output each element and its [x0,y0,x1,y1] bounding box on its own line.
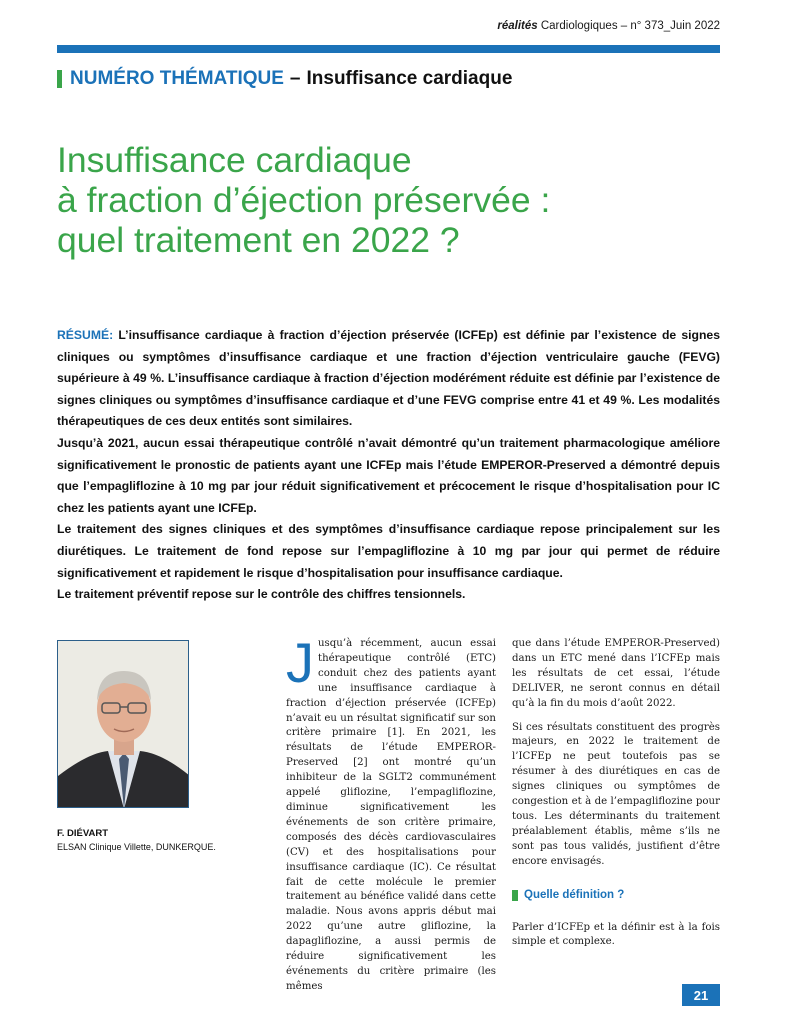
body-column-2 [512,637,720,959]
green-square-icon [512,890,518,901]
header-rule [57,45,720,53]
section-tag [57,68,512,90]
subheading-text: Quelle définition ? [524,888,625,901]
abstract-label: RÉSUMÉ: [57,328,114,342]
article-title [57,140,717,260]
running-header [497,20,720,32]
page-number: 21 [682,984,720,1006]
body-paragraph-continued: que dans l’étude EMPEROR-Preserved) dans un ETC mené dans l’ICFEp mais les résultats de cet essai, l’étude DELIVER, ne seront connus en détail qu’à la fin du mois d’août 2022. [512,638,720,709]
body-column-1 [286,631,496,1004]
title-line-1: Insuffisance cardiaque [57,140,412,180]
title-line-3: quel traitement en 2022 ? [57,220,460,260]
journal-issue: Cardiologiques – n° 373_Juin 2022 [537,20,720,32]
body-paragraph [286,631,496,995]
author-portrait-icon [58,641,189,808]
author-photo [57,640,189,808]
section-label: NUMÉRO THÉMATIQUE [70,68,284,89]
body-paragraph-3: Parler d’ICFEp et la définir est à la fois simple et complexe. [512,921,720,948]
abstract [57,325,720,606]
body-text-1: usqu’à récemment, aucun essai thérapeutique contrôlé (ETC) conduit chez des patients ayant une insuffisance cardiaque à fraction d’éjection préservée (ICFEp) n’avait eu un résultat significatif sur son critère primaire [1]. En 2021, les résultats de l’étude EMPEROR-Preserved [2] ont montré qu’un inhibiteur de la SGLT2 communément appelé gliflozine, l’empagliflozine, diminue significativement les événements de son critère primaire, composés des décès cardiovasculaires (CV) et des hospitalisations pour insuffisance cardiaque (IC). Ce résultat fait de cette molécule le premier traitement au bénéfice validé dans cette maladie. Nous avons appris début mai 2022 qu’une autre gliflozine, la dapagliflozine, a aussi permis de réduire significativement les événements du critère primaire (les mêmes [286,638,496,992]
abstract-paragraph-3: Le traitement des signes cliniques et des symptômes d’insuffisance cardiaque repose principalement sur les diurétiques. Le traitement de fond repose sur l’empagliflozine à 10 mg par jour qui permet de réduire significativement et rapidement le risque d’hospitalisation pour insuffisance cardiaque. [57,522,720,580]
abstract-paragraph-1 [57,325,720,433]
author-affiliation: ELSAN Clinique Villette, DUNKERQUE. [57,842,216,852]
abstract-paragraph-2: Jusqu’à 2021, aucun essai thérapeutique contrôlé n’avait démontré qu’un traitement pharmacologique améliore significativement le pronostic de patients ayant une ICFEp mais l’étude EMPEROR-Preserved a démontré depuis que l’empagliflozine à 10 mg par jour réduit significativement et précocement le risque d’hospitalisation pour IC chez les patients ayant une ICFEp. [57,435,720,515]
subheading [512,888,720,903]
section-topic: Insuffisance cardiaque [306,68,513,89]
drop-cap: J [286,631,314,694]
title-line-2: à fraction d’éjection préservée : [57,180,551,220]
section-separator: – [289,68,301,89]
body-paragraph-2: Si ces résultats constituent des progrès majeurs, en 2022 le traitement de l’ICFEp ne peut toutefois pas se résumer à des diurétiques en cas de signes cliniques ou symptômes de congestion et à de l’empagliflozine pour tous. Les déterminants du traitement préalablement établis, même s’ils ne sont pas tous validés, justifient d’être encore envisagés. [512,721,720,867]
abstract-paragraph-4: Le traitement préventif repose sur le contrôle des chiffres tensionnels. [57,587,466,602]
journal-name: réalités [497,20,538,32]
author-name: F. DIÉVART [57,828,109,839]
abstract-text-1: L’insuffisance cardiaque à fraction d’éjection préservée (ICFEp) est définie par l’existence de signes cliniques ou symptômes d’insuffisance cardiaque et une fraction d’éjection ventriculaire gauche (FEVG) supérieure à 49 %. L’insuffisance cardiaque à fraction d’éjection modérément réduite est définie par l’existence de signes cliniques ou symptômes d’insuffisance cardiaque et d’une FEVG comprise entre 41 et 49 %. Les modalités thérapeutiques de ces deux entités sont similaires. [57,328,720,429]
green-marker [57,70,62,88]
